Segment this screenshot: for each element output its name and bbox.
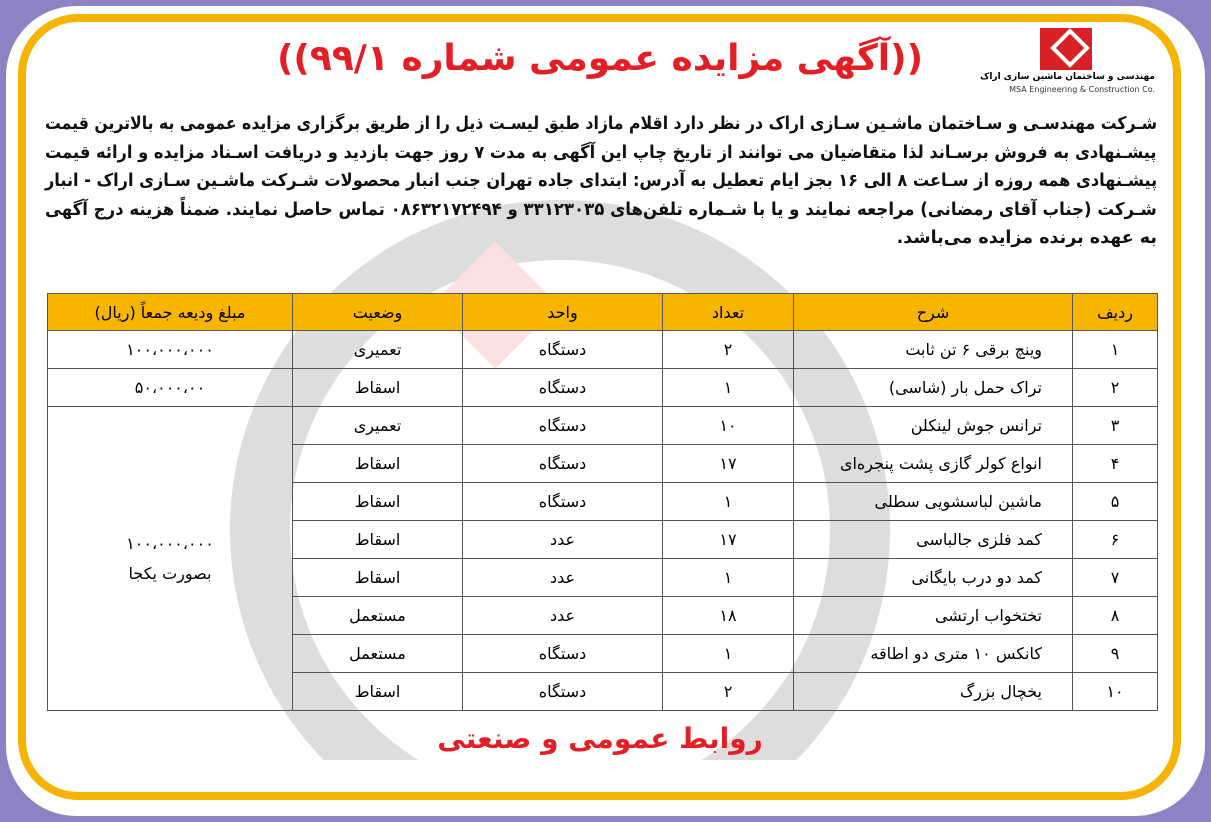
cell-row-number: ۱: [1073, 331, 1158, 369]
cell-status: اسقاط: [293, 483, 463, 521]
cell-quantity: ۱: [663, 369, 794, 407]
cell-description: کانکس ۱۰ متری دو اطاقه: [794, 635, 1073, 673]
header-quantity: تعداد: [663, 294, 794, 331]
cell-row-number: ۶: [1073, 521, 1158, 559]
cell-row-number: ۴: [1073, 445, 1158, 483]
paragraph-line-box: [45, 196, 1157, 225]
cell-status: اسقاط: [293, 369, 463, 407]
cell-deposit: ۵۰،۰۰۰،۰۰: [48, 369, 293, 407]
paragraph-line-box: [45, 110, 1157, 139]
page-title: ((آگهی مزایده عمومی شماره ۹۹/۱)): [276, 38, 924, 79]
paragraph-line-box: [45, 139, 1157, 168]
cell-status: تعمیری: [293, 331, 463, 369]
paragraph-line: شـرکت مهندسـی و سـاختمان ماشـین سـازی اراک در نظر دارد اقلام مازاد طبق لیسـت ذیل را از طریق برگزاری مزایده عمومی به بالاترین قیمت: [44, 114, 1157, 134]
cell-deposit-combined: [48, 407, 293, 711]
logo-mark-icon: [1040, 28, 1092, 70]
deposit-note: بصورت یکجا: [128, 563, 212, 583]
cell-status: اسقاط: [293, 673, 463, 711]
header-status: وضعیت: [293, 294, 463, 331]
paragraph-line-box: [45, 224, 1157, 253]
announcement-text: [45, 110, 1157, 253]
cell-description: کمد دو درب بایگانی: [794, 559, 1073, 597]
cell-description: ماشین لباسشویی سطلی: [794, 483, 1073, 521]
cell-unit: عدد: [463, 559, 663, 597]
header-description: شرح: [794, 294, 1073, 331]
paragraph-line: به عهده برنده مزایده می‌باشد.: [896, 228, 1157, 248]
cell-quantity: ۱۷: [663, 445, 794, 483]
cell-unit: دستگاه: [463, 407, 663, 445]
cell-quantity: ۱: [663, 559, 794, 597]
table-row: [48, 369, 1158, 407]
logo-text-fa: مهندسی و ساختمان ماشین سازی اراک: [980, 72, 1155, 82]
paragraph-line: پیشـنهادی به فروش برسـاند لذا متقاضیان می توانند از تاریخ چاپ این آگهی به مدت ۷ روز جهت بازدید و دریافت اسـناد مزایده و ارائه قیمت: [45, 142, 1157, 163]
cell-description: یخچال بزرگ: [794, 673, 1073, 711]
header-row-number: ردیف: [1073, 294, 1158, 331]
cell-description: ترانس جوش لینکلن: [794, 407, 1073, 445]
cell-unit: دستگاه: [463, 483, 663, 521]
cell-quantity: ۱: [663, 635, 794, 673]
footer-signature: روابط عمومی و صنعتی: [437, 722, 763, 755]
cell-description: کمد فلزی جالباسی: [794, 521, 1073, 559]
cell-row-number: ۵: [1073, 483, 1158, 521]
cell-deposit: ۱۰۰،۰۰۰،۰۰۰: [48, 331, 293, 369]
cell-status: اسقاط: [293, 445, 463, 483]
cell-status: اسقاط: [293, 559, 463, 597]
cell-status: اسقاط: [293, 521, 463, 559]
cell-unit: دستگاه: [463, 331, 663, 369]
auction-items-table: [47, 293, 1158, 711]
table-header-row: [48, 294, 1158, 331]
cell-status: مستعمل: [293, 635, 463, 673]
cell-status: مستعمل: [293, 597, 463, 635]
cell-quantity: ۲: [663, 673, 794, 711]
cell-description: انواع کولر گازی پشت پنجره‌ای: [794, 445, 1073, 483]
cell-quantity: ۱۰: [663, 407, 794, 445]
cell-quantity: ۱۸: [663, 597, 794, 635]
cell-quantity: ۱: [663, 483, 794, 521]
deposit-amount: ۱۰۰،۰۰۰،۰۰۰: [126, 533, 214, 553]
cell-quantity: ۱۷: [663, 521, 794, 559]
table-row: [48, 331, 1158, 369]
table-row: [48, 407, 1158, 445]
paragraph-line: شـرکت (جناب آقای رمضانی) مراجعه نمایند و یا با شـماره تلفن‌های ۳۳۱۲۳۰۳۵ و ۰۸۶۳۲۱۷۲۴۹۴ تماس حاصل نمایند. ضمناً هزینه درج آگهی: [45, 199, 1157, 220]
header-deposit: مبلغ ودیعه جمعاً (ریال): [48, 294, 293, 331]
logo-text-en: MSA Engineering & Construction Co.: [1009, 85, 1155, 94]
cell-row-number: ۳: [1073, 407, 1158, 445]
cell-unit: عدد: [463, 521, 663, 559]
paragraph-line: پیشـنهادی همه روزه از سـاعت ۸ الی ۱۶ بجز ایام تعطیل به آدرس: ابتدای جاده تهران جنب انبار محصولات شـرکت ماشـین سـازی اراک - انبار: [44, 171, 1157, 191]
cell-unit: عدد: [463, 597, 663, 635]
cell-row-number: ۱۰: [1073, 673, 1158, 711]
cell-unit: دستگاه: [463, 445, 663, 483]
cell-row-number: ۹: [1073, 635, 1158, 673]
cell-row-number: ۸: [1073, 597, 1158, 635]
cell-description: تراک حمل بار (شاسی): [794, 369, 1073, 407]
paragraph-line-box: [45, 167, 1157, 196]
cell-unit: دستگاه: [463, 635, 663, 673]
cell-row-number: ۷: [1073, 559, 1158, 597]
header-unit: واحد: [463, 294, 663, 331]
cell-unit: دستگاه: [463, 369, 663, 407]
cell-row-number: ۲: [1073, 369, 1158, 407]
cell-quantity: ۲: [663, 331, 794, 369]
page-title-box: [240, 34, 960, 84]
cell-status: تعمیری: [293, 407, 463, 445]
cell-description: وینچ برقی ۶ تن ثابت: [794, 331, 1073, 369]
cell-unit: دستگاه: [463, 673, 663, 711]
company-logo: [980, 28, 1155, 98]
cell-description: تختخواب ارتشی: [794, 597, 1073, 635]
